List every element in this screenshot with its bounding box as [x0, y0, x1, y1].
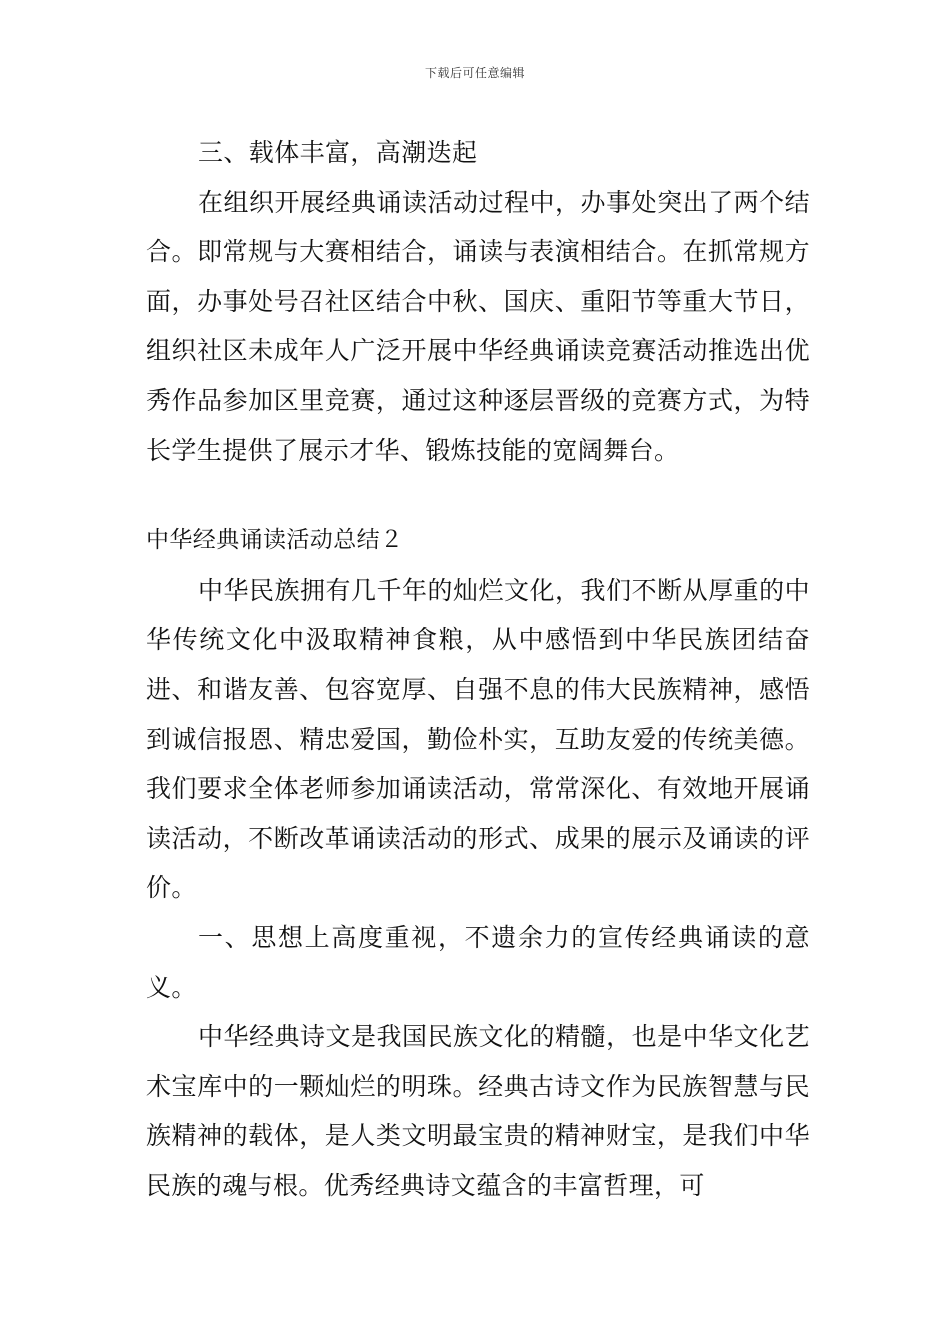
page-header-note: 下载后可任意编辑	[424, 66, 525, 80]
document-section-title: 中华经典诵读活动总结２	[146, 527, 404, 554]
body-paragraph: 中华经典诗文是我国民族文化的精髓，也是中华文化艺术宝库中的一颗灿烂的明珠。经典古诗文作为民族智慧与民族精神的载体，是人类文明最宝贵的精神财宝，是我们中华民族的魂与根。优秀经典诗文蕴含的丰富哲理，可	[146, 1022, 810, 1200]
section-heading: 三、载体丰富，高潮迭起	[198, 138, 478, 167]
body-paragraph: 在组织开展经典诵读活动过程中，办事处突出了两个结合。即常规与大赛相结合，诵读与表演相结合。在抓常规方面，办事处号召社区结合中秋、国庆、重阳节等重大节日，组织社区未成年人广泛开展中华经典诵读竞赛活动推选出优秀作品参加区里竞赛，通过这种逐层晋级的竞赛方式，为特长学生提供了展示才华、锻炼技能的宽阔舞台。	[146, 187, 810, 465]
body-paragraph: 中华民族拥有几千年的灿烂文化，我们不断从厚重的中华传统文化中汲取精神食粮，从中感悟到中华民族团结奋进、和谐友善、包容宽厚、自强不息的伟大民族精神，感悟到诚信报恩、精忠爱国，勤俭朴实，互助友爱的传统美德。我们要求全体老师参加诵读活动，常常深化、有效地开展诵读活动，不断改革诵读活动的形式、成果的展示及诵读的评价。	[146, 575, 810, 903]
section-heading: 一、思想上高度重视，不遗余力的宣传经典诵读的意义。	[146, 922, 810, 1002]
document-body	[146, 128, 810, 1210]
